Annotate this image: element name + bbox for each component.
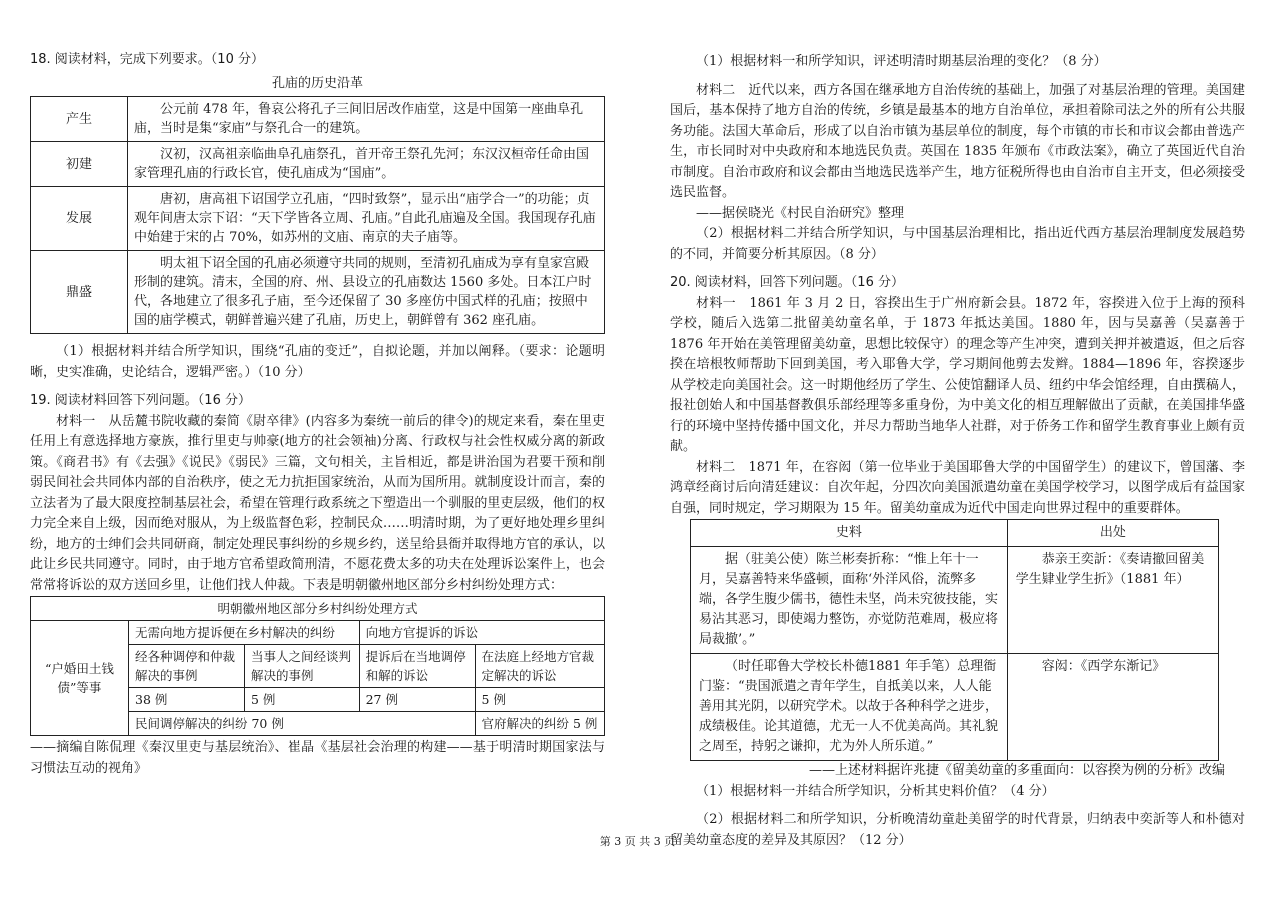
q19-header: 19. 阅读材料回答下列问题。（16 分） [30,393,251,408]
q18-question: （1）根据材料并结合所学知识，围绕“孔庙的变迁”，自拟论题，并加以阐释。（要求：论题明晰，史实准确，史论结合，逻辑严密。）（10 分） [30,344,605,380]
header-cell: 史料 [691,520,1008,547]
count-cell: 38 例 [129,688,245,712]
table-row [31,97,605,142]
q20-question-2: （2）根据材料二和所学知识，分析晚清幼童赴美留学的时代背景，归纳表中奕訢等人和朴德对留美幼童态度的差异及其原因？（12 分） [670,812,1245,848]
table-row [31,187,605,251]
row-text: 唐初，唐高祖下诏国学立孔庙，“四时致祭”，显示出“庙学合一”的功能；贞观年间唐太宗下诏：“天下学皆各立周、孔庙。”自此孔庙遍及全国。我国现存孔庙中始建于宋的占 70%，如苏州的文庙、南京的夫子庙等。 [128,187,605,251]
count-cell: 27 例 [359,688,475,712]
q18-table-title: 孔庙的历史沿革 [271,75,363,91]
q20-material1: 材料一 1861 年 3 月 2 日，容揆出生于广州府新会县。1872 年，容揆进入位于上海的预科学校，随后入选第二批留美幼童名单，于 1873 年抵达美国。1880 年，因与吴嘉善（吴嘉善于 1876 年开始在美管理留美幼童，思想比较保守）的理念等产生冲突，遭到关押并被遣返，但之后容揆在培根牧师帮助下回到美国，考入耶鲁大学，学习期间他剪去发辫。1884—1896 年，容揆逐步从学校走向美国社会。这一时期他经历了学生、公使馆翻译人员、纽约中华会馆经理，自由撰稿人，报社创始人和中国基督教俱乐部经理等多重身份，为中美文化的相互理解做出了贡献，在美国排华盛行的环境中坚持传播中国文化，并尽力帮助当地华人社群，对于侨务工作和留学生教育事业上颇有贡献。 [670,295,1245,454]
sub-cell: 提诉后在当地调停和解的诉讼 [359,645,475,688]
row-text: 汉初，汉高祖亲临曲阜孔庙祭孔，首开帝王祭孔先河；东汉汉桓帝任命由国家管理孔庙的行政长官，使孔庙成为“国庙”。 [128,142,605,187]
table-title: 明朝徽州地区部分乡村纠纷处理方式 [31,597,605,621]
q19-material1: 材料一 从岳麓书院收藏的秦简《尉卒律》(内容多为秦统一前后的律令)的规定来看，秦在里吏任用上有意选择地方豪族，推行里吏与帅豪(地方的社会领袖)分离、行政权与社会性权威分离的新政策。《商君书》有《去强》《说民》《弱民》三篇，文句相关，主旨相近，都是讲治国为君要干预和削弱民间社会共同体内部的自治秩序，使之无力抗拒国家统治，从而为国所用。就制度设计而言，秦的立法者为了最大限度控制基层社会，希望在管理行政系统之下塑造出一个驯服的里吏层级，他们的权力完全来自上级，因而绝对服从，为上级监督色彩，控制民众……明清时期，为了更好地处理乡里纠纷，地方的士绅们会共同研商，制定处理民事纠纷的乡规乡约，送呈给县衙并取得地方官的承认，以此让乡民共同遵守。同时，由于地方官希望政简刑清，不愿花费太多的功夫在处理诉讼案件上，也会常常将诉讼的双方送回乡里，让他们找人仲裁。下表是明朝徽州地区部分乡村纠纷处理方式： [30,413,605,593]
sub-cell: 经各种调停和仲裁解决的事例 [129,645,245,688]
q20-table [690,519,1219,761]
q19-material2: 材料二 近代以来，西方各国在继承地方自治传统的基础上，加强了对基层治理的管理。美国建国后，基本保持了地方自治的传统，乡镇是最基本的地方自治单位，承担着除司法之外的所有公共服务功能。法国大革命后，形成了以自治市镇为基层单位的制度，每个市镇的市长和市议会都由普选产生，市长同时对中央政府和本地选民负责。英国在 1835 年颁布《市政法案》，确立了英国近代自治市制度。自治市政府和议会都由当地选民选举产生，地方征税所得也由自治市自主开支，但必须接受选民监督。 [670,82,1245,200]
q20-source: ——上述材料据许兆捷《留美幼童的多重面向：以容揆为例的分析》改编 [808,763,1225,778]
table-row [31,597,605,621]
q18-header: 18. 阅读材料，完成下列要求。（10 分） [30,52,264,67]
table-row [691,520,1219,547]
row-label: 鼎盛 [31,251,128,334]
table-row [31,251,605,334]
source-text: （时任耶鲁大学校长朴德1881 年手笔）总理衙门鉴：“贵国派遣之青年学生，自抵美以来，人人能善用其光阴，以研究学术。以故于各种科学之进步，成绩极佳。论其道德，尤无一人不优美高尚。其礼貌之周至，持躬之谦抑，尤为外人所乐道。” [691,654,1008,761]
row-label: 初建 [31,142,128,187]
header-cell: 出处 [1007,520,1218,547]
q20-material2: 材料二 1871 年，在容闳（第一位毕业于美国耶鲁大学的中国留学生）的建议下，曾国藩、李鸿章经商讨后向清廷建议：自次年起，分四次向美国派遣幼童在美国学校学习，以图学成后有益国家自强，同时规定，学习期限为 15 年。留美幼童成为近代中国走向世界过程中的重要群体。 [670,459,1245,516]
summary-a: 民间调停解决的纠纷 70 例 [129,712,476,736]
source-origin: 容闳：《西学东渐记》 [1007,654,1218,761]
head-a: 无需向地方提诉便在乡村解决的纠纷 [129,621,360,645]
count-cell: 5 例 [244,688,359,712]
head-b: 向地方官提诉的诉讼 [359,621,604,645]
right-column [670,52,1245,851]
source-text: 据（驻美公使）陈兰彬奏折称：“惟上年十一月，吴嘉善特来华盛顿，面称‘外洋风俗，流弊多端，各学生腹少儒书，德性未坚，尚未究彼技能，实易沾其恶习，即使竭力整饬，亦觉防范难周，极应将局裁撤’。” [691,547,1008,654]
sub-cell: 当事人之间经谈判解决的事例 [244,645,359,688]
row-label: 产生 [31,97,128,142]
count-cell: 5 例 [475,688,604,712]
q19-question-1: （1）根据材料一和所学知识，评述明清时期基层治理的变化？（8 分） [696,54,1107,69]
q19-material2-source: ——据侯晓光《村民自治研究》整理 [696,205,905,221]
page-footer: 第 3 页 共 3 页 [599,835,676,848]
q18-table [30,96,605,334]
row-text: 公元前 478 年，鲁哀公将孔子三间旧居改作庙堂，这是中国第一座曲阜孔庙，当时是集“家庙”与祭孔合一的建筑。 [128,97,605,142]
q20-question-1: （1）根据材料一并结合所学知识，分析其史料价值？（4 分） [696,783,1055,799]
row-text: 明太祖下诏全国的孔庙必须遵守共同的规则，至清初孔庙成为享有皇家宫殿形制的建筑。清末，全国的府、州、县设立的孔庙数达 1560 多处。日本江户时代，各地建立了很多孔子庙，至今还保留了 30 多座仿中国式样的孔庙；按照中国的庙学模式，朝鲜普遍兴建了孔庙，历史上，朝鲜曾有 362 座孔庙。 [128,251,605,334]
q19-question-2: （2）根据材料二并结合所学知识，与中国基层治理相比，指出近代西方基层治理制度发展趋势的不同，并简要分析其原因。（8 分） [670,226,1245,262]
sub-cell: 在法庭上经地方官裁定解决的诉讼 [475,645,604,688]
summary-b: 官府解决的纠纷 5 例 [475,712,604,736]
q19-table [30,596,605,736]
q19-source: ——摘编自陈侃理《秦汉里吏与基层统治》、崔晶《基层社会治理的构建——基于明清时期国家法与习惯法互动的视角》 [30,740,605,776]
table-row [31,142,605,187]
left-column [30,50,605,779]
q20-header: 20. 阅读材料，回答下列问题。（16 分） [670,275,904,290]
table-row [31,621,605,645]
table-row [691,654,1219,761]
table-row [691,547,1219,654]
row-label: 发展 [31,187,128,251]
left-label: “户婚田土钱债”等事 [31,621,129,736]
source-origin: 恭亲王奕訢：《奏请撤回留美学生肄业学生折》（1881 年） [1007,547,1218,654]
